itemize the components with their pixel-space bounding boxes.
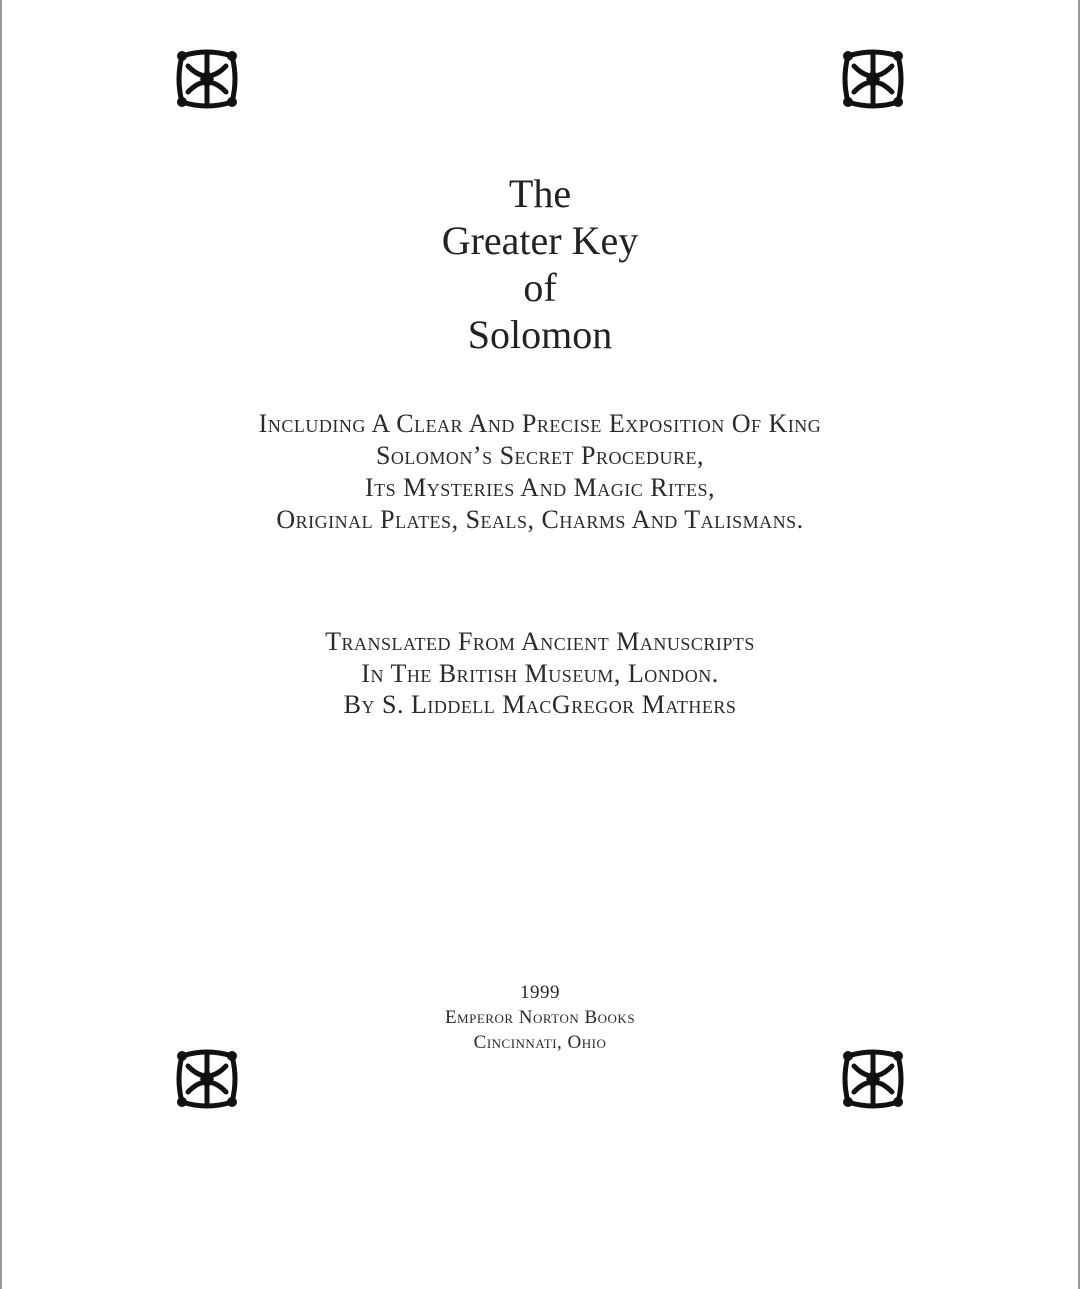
subtitle-line-4: Original Plates, Seals, Charms And Talismans. (276, 505, 804, 534)
book-title (0, 170, 1080, 358)
corner-ornament-top-left-icon (174, 46, 240, 112)
publisher-imprint (0, 980, 1080, 1055)
title-line-1: The (508, 171, 572, 216)
corner-ornament-bottom-left-icon (174, 1046, 240, 1112)
title-line-3: of (523, 265, 557, 310)
corner-ornament-bottom-right-icon (840, 1046, 906, 1112)
title-line-4: Solomon (467, 312, 613, 357)
translation-line-2: In The British Museum, London. (361, 658, 719, 688)
subtitle-line-1: Including A Clear And Precise Exposition Of King (258, 409, 822, 438)
subtitle-line-3: Its Mysteries And Magic Rites, (364, 473, 716, 502)
imprint-location: Cincinnati, Ohio (473, 1032, 607, 1053)
title-line-2: Greater Key (441, 218, 639, 263)
imprint-publisher: Emperor Norton Books (444, 1007, 636, 1028)
translation-line-3: By S. Liddell MacGregor Mathers (343, 690, 737, 719)
imprint-year: 1999 (520, 982, 560, 1003)
subtitle-line-2: Solomon’s Secret Procedure, (375, 441, 705, 470)
corner-ornament-top-right-icon (840, 46, 906, 112)
translation-line-1: Translated From Ancient Manuscripts (325, 627, 755, 656)
subtitle-description (0, 408, 1080, 536)
translation-credit (0, 626, 1080, 721)
